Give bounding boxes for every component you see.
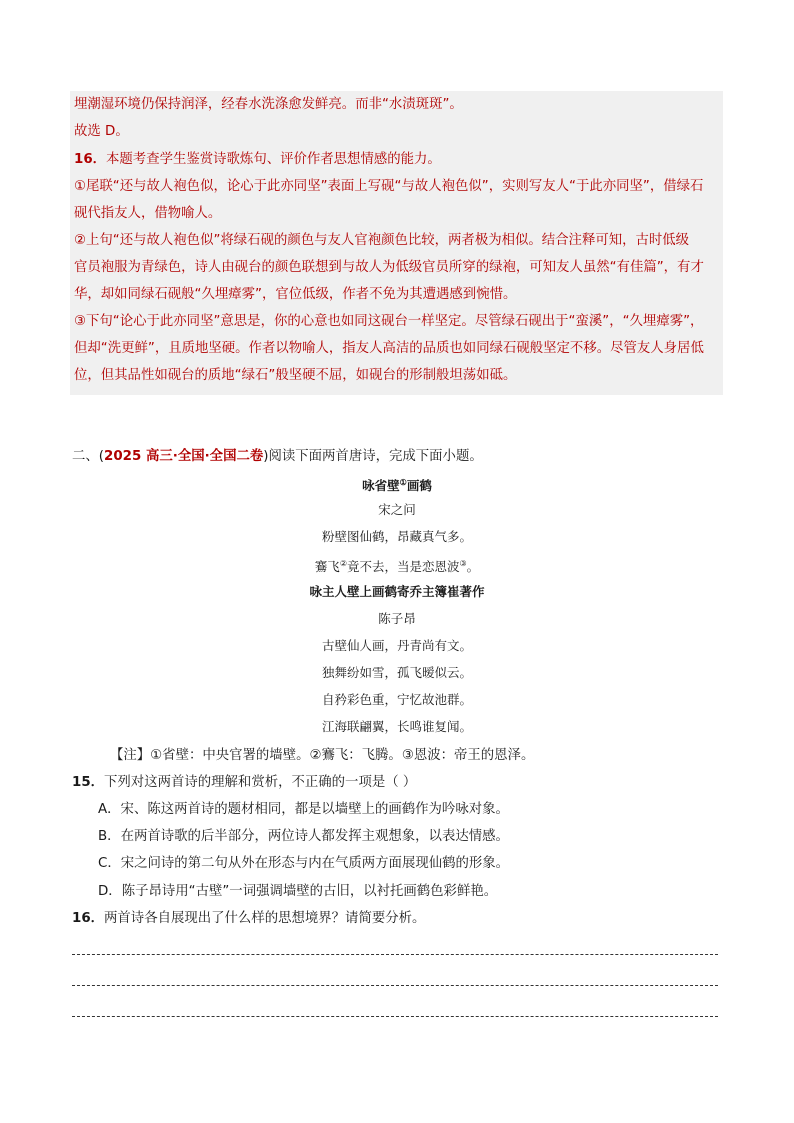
poem1-title-text: 画鹤 <box>406 478 432 494</box>
footnote-marker: ① <box>399 477 407 487</box>
option-b[interactable]: B．在两首诗歌的后半部分，两位诗人都发挥主观想象，以表达情感。 <box>98 829 509 844</box>
answer-blank-line[interactable] <box>72 985 718 986</box>
answer-explanation-box <box>70 91 723 395</box>
poem1-title <box>0 474 794 494</box>
footnotes: 【注】①省壁：中央官署的墙壁。②鶱飞：飞腾。③恩波：帝王的恩泽。 <box>110 748 535 763</box>
section-heading <box>72 449 483 465</box>
answer-point-2-cont: 华，却如同绿石砚般“久埋瘴雾”，官位低级，作者不免为其遭遇感到惋惜。 <box>74 287 517 302</box>
poem-text: 竟不去，当是恋恩波 <box>346 559 460 575</box>
footnote-marker: ② <box>339 559 347 568</box>
answer-line: 埋潮湿环境仍保持润泽，经春水洗涤愈发鲜亮。而非“水渍斑斑”。 <box>74 97 463 112</box>
section-prefix: 二、( <box>72 449 105 464</box>
option-d[interactable]: D．陈子昂诗用“古壁”一词强调墙壁的古旧，以衬托画鹤色彩鲜艳。 <box>98 884 498 899</box>
question-number: 16． <box>74 152 107 167</box>
question-stem: 下列对这两首诗的理解和赏析，不正确的一项是（ ） <box>104 775 417 790</box>
answer-point-1-cont: 砚代指友人，借物喻人。 <box>74 206 222 221</box>
poem1-author: 宋之问 <box>378 502 416 517</box>
poem2-line: 江海联翩翼，长鸣谁复闻。 <box>321 719 472 734</box>
poem2-line: 自矜彩色重，宁忆故池群。 <box>321 692 472 707</box>
answer-q16-heading <box>74 152 441 168</box>
poem-text: 鶱飞 <box>314 559 340 575</box>
question-stem: 两首诗各自展现出了什么样的思想境界？请简要分析。 <box>104 911 426 926</box>
option-c[interactable]: C．宋之问诗的第二句从外在形态与内在气质两方面展现仙鹤的形象。 <box>98 856 510 871</box>
question-15 <box>72 775 416 791</box>
footnote-marker: ③ <box>459 559 467 568</box>
poem-text: 。 <box>466 559 480 575</box>
section-source: 2025 高三·全国·全国二卷 <box>104 449 264 464</box>
answer-point-3-cont: 位，但其品性如砚台的质地“绿石”般坚硬不屈，如砚台的形制般坦荡如砥。 <box>74 368 517 383</box>
answer-point-2-cont: 官员袍服为青绿色，诗人由砚台的颜色联想到与故人为低级官员所穿的绿袍，可知友人虽然“有佳篇”，有才 <box>74 260 704 275</box>
poem1-line <box>0 556 794 575</box>
question-number: 15． <box>72 775 105 790</box>
answer-blank-line[interactable] <box>72 954 718 955</box>
section-instruction: )阅读下面两首唐诗，完成下面小题。 <box>263 449 483 464</box>
poem1-title-text: 咏省壁 <box>362 478 400 494</box>
option-a[interactable]: A．宋、陈这两首诗的题材相同，都是以墙壁上的画鹤作为吟咏对象。 <box>98 802 509 817</box>
question-16 <box>72 911 425 927</box>
answer-choice: 故选 D。 <box>74 124 129 139</box>
poem2-author: 陈子昂 <box>378 611 416 626</box>
poem2-line: 独舞纷如雪，孤飞暧似云。 <box>321 665 472 680</box>
poem2-line: 古壁仙人画，丹青尚有文。 <box>321 638 472 653</box>
answer-point-3: ③下句“论心于此亦同坚”意思是，你的心意也如同这砚台一样坚定。尽管绿石砚出于“蛮溪”，“久埋瘴雾”， <box>74 314 704 329</box>
answer-point-2: ②上句“还与故人袍色似”将绿石砚的颜色与友人官袍颜色比较，两者极为相似。结合注释可知，古时低级 <box>74 233 690 248</box>
answer-q16-text: 本题考查学生鉴赏诗歌炼句、评价作者思想情感的能力。 <box>106 152 441 167</box>
answer-point-3-cont: 但却“洗更鲜”，且质地坚硬。作者以物喻人，指友人高洁的品质也如同绿石砚般坚定不移。尽管友人身居低 <box>74 341 704 356</box>
answer-point-1: ①尾联“还与故人袍色似，论心于此亦同坚”表面上写砚“与故人袍色似”，实则写友人“于此亦同坚”，借绿石 <box>74 179 704 194</box>
poem1-line: 粉壁图仙鹤，昂藏真气多。 <box>321 529 472 544</box>
question-number: 16． <box>72 911 105 926</box>
poem2-title: 咏主人壁上画鹤寄乔主簿崔著作 <box>309 584 485 599</box>
answer-blank-line[interactable] <box>72 1016 718 1017</box>
